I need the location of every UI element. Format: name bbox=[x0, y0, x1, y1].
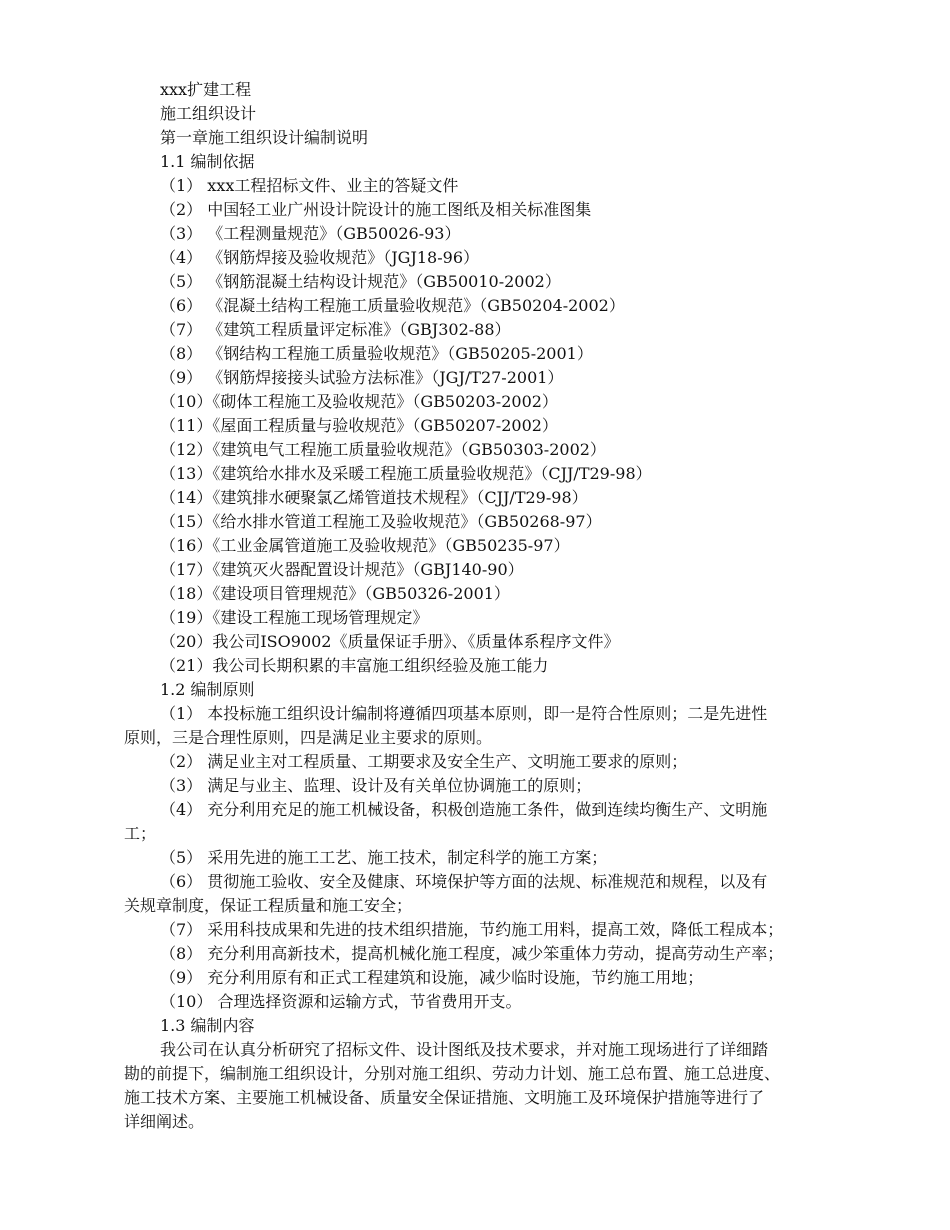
list-item: （14）《建筑排水硬聚氯乙烯管道技术规程》（CJJ/T29-98） bbox=[160, 488, 588, 507]
list-item: （8） 《钢结构工程施工质量验收规范》（GB50205-2001） bbox=[160, 344, 593, 363]
list-item: （5） 《钢筋混凝土结构设计规范》（GB50010-2002） bbox=[160, 272, 561, 291]
paragraph-line: 施工技术方案、主要施工机械设备、质量安全保证措施、文明施工及环境保护措施等进行了 bbox=[124, 1088, 765, 1107]
principle-item-line: （5） 采用先进的施工工艺、施工技术，制定科学的施工方案； bbox=[160, 848, 608, 867]
principle-item-line: （1） 本投标施工组织设计编制将遵循四项基本原则，即一是符合性原则；二是先进性 bbox=[160, 704, 768, 723]
principle-item-line: （7） 采用科技成果和先进的技术组织措施，节约施工用料，提高工效，降低工程成本； bbox=[160, 920, 784, 939]
list-item: （1） xxx工程招标文件、业主的答疑文件 bbox=[160, 176, 459, 195]
list-item: （3） 《工程测量规范》（GB50026-93） bbox=[160, 224, 461, 243]
principle-item-line: （9） 充分利用原有和正式工程建筑和设施，减少临时设施，节约施工用地； bbox=[160, 968, 704, 987]
principle-item-line: （4） 充分利用充足的施工机械设备，积极创造施工条件，做到连续均衡生产、文明施 bbox=[160, 800, 768, 819]
document-title: 施工组织设计 bbox=[160, 104, 257, 123]
principle-item-line: （8） 充分利用高新技术，提高机械化施工程度，减少笨重体力劳动，提高劳动生产率； bbox=[160, 944, 784, 963]
principle-item-continuation: 原则，三是合理性原则，四是满足业主要求的原则。 bbox=[124, 728, 493, 747]
paragraph-line: 详细阐述。 bbox=[124, 1112, 205, 1131]
paragraph-line: 我公司在认真分析研究了招标文件、设计图纸及技术要求，并对施工现场进行了详细踏 bbox=[160, 1040, 769, 1059]
principle-item-line: （2） 满足业主对工程质量、工期要求及安全生产、文明施工要求的原则； bbox=[160, 752, 688, 771]
list-item: （18）《建设项目管理规范》（GB50326-2001） bbox=[160, 584, 510, 603]
principle-item-line: （10） 合理选择资源和运输方式，节省费用开支。 bbox=[160, 992, 522, 1011]
list-item: （10）《砌体工程施工及验收规范》（GB50203-2002） bbox=[160, 392, 558, 411]
list-item: （19）《建设工程施工现场管理规定》 bbox=[160, 608, 429, 627]
principle-item-continuation: 工； bbox=[124, 824, 157, 843]
list-item: （9） 《钢筋焊接接头试验方法标准》（JGJ/T27-2001） bbox=[160, 368, 564, 387]
list-item: （12）《建筑电气工程施工质量验收规范》（GB50303-2002） bbox=[160, 440, 606, 459]
principle-item-line: （3） 满足与业主、监理、设计及有关单位协调施工的原则； bbox=[160, 776, 592, 795]
list-item: （11）《屋面工程质量与验收规范》（GB50207-2002） bbox=[160, 416, 558, 435]
section-heading-1-3: 1.3 编制内容 bbox=[160, 1016, 255, 1035]
paragraph-line: 勘的前提下，编制施工组织设计，分别对施工组织、劳动力计划、施工总布置、施工总进度、 bbox=[124, 1064, 781, 1083]
list-item: （6） 《混凝土结构工程施工质量验收规范》（GB50204-2002） bbox=[160, 296, 625, 315]
chapter-title: 第一章施工组织设计编制说明 bbox=[160, 128, 369, 147]
document-body bbox=[124, 78, 870, 1134]
list-item: （7） 《建筑工程质量评定标准》（GBJ302-88） bbox=[160, 320, 511, 339]
list-item: （15）《给水排水管道工程施工及验收规范》（GB50268-97） bbox=[160, 512, 602, 531]
content-paragraph bbox=[124, 1038, 870, 1134]
section-heading-1-1: 1.1 编制依据 bbox=[160, 152, 255, 171]
list-item: （17）《建筑灭火器配置设计规范》（GBJ140-90） bbox=[160, 560, 524, 579]
principle-item-line: （6） 贯彻施工验收、安全及健康、环境保护等方面的法规、标准规范和规程，以及有 bbox=[160, 872, 768, 891]
list-item: （21）我公司长期积累的丰富施工组织经验及施工能力 bbox=[160, 656, 549, 675]
list-item: （2） 中国轻工业广州设计院设计的施工图纸及相关标准图集 bbox=[160, 200, 592, 219]
project-title: xxx扩建工程 bbox=[160, 80, 252, 99]
basis-list bbox=[124, 174, 870, 678]
principle-item-continuation: 关规章制度，保证工程质量和施工安全； bbox=[124, 896, 413, 915]
list-item: （4） 《钢筋焊接及验收规范》（JGJ18-96） bbox=[160, 248, 480, 267]
section-heading-1-2: 1.2 编制原则 bbox=[160, 680, 255, 699]
list-item: （13）《建筑给水排水及采暖工程施工质量验收规范》（CJJ/T29-98） bbox=[160, 464, 652, 483]
list-item: （20）我公司ISO9002《质量保证手册》、《质量体系程序文件》 bbox=[160, 632, 620, 651]
principles-list bbox=[124, 702, 870, 1014]
list-item: （16）《工业金属管道施工及验收规范》（GB50235-97） bbox=[160, 536, 570, 555]
